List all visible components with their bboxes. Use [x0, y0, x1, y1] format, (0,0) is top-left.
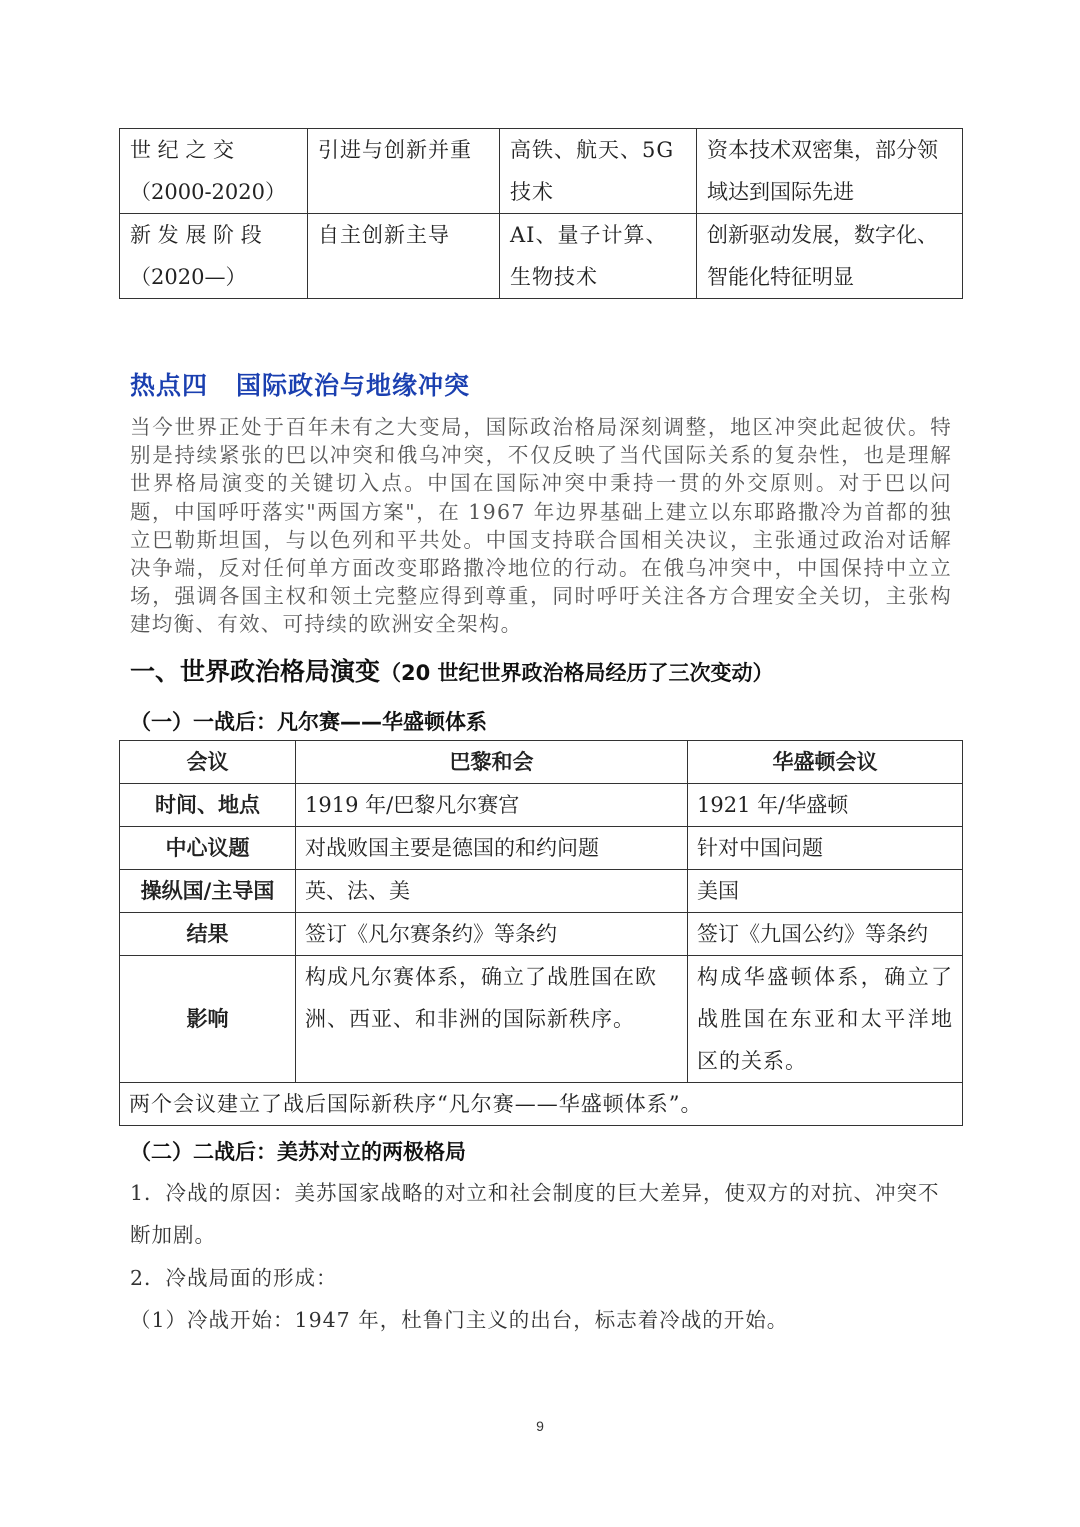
- table-cell: 对战败国主要是德国的和约问题: [296, 827, 688, 870]
- table-footer-row: [120, 1083, 963, 1126]
- table-header-cell: 华盛顿会议: [688, 741, 963, 784]
- table-row: [120, 870, 963, 913]
- subsection-heading-1: （一）一战后：凡尔赛——华盛顿体系: [130, 710, 487, 734]
- section-title: 一、世界政治格局演变: [130, 657, 381, 686]
- table-row: [120, 956, 963, 1083]
- table-cell: AI、量子计算、生物技术: [500, 214, 697, 299]
- table-cell: 资本技术双密集，部分领域达到国际先进: [697, 129, 963, 214]
- table-cell: 1921 年/华盛顿: [688, 784, 963, 827]
- paragraph: （1）冷战开始：1947 年，杜鲁门主义的出台，标志着冷战的开始。: [130, 1308, 789, 1332]
- row-header-cell: 中心议题: [120, 827, 296, 870]
- table-cell: 签订《凡尔赛条约》等条约: [296, 913, 688, 956]
- table-row: [120, 214, 963, 299]
- table-cell: 高铁、航天、5G技术: [500, 129, 697, 214]
- table-header-cell: 巴黎和会: [296, 741, 688, 784]
- table-cell: 创新驱动发展，数字化、智能化特征明显: [697, 214, 963, 299]
- table-cell: 针对中国问题: [688, 827, 963, 870]
- section-heading: [130, 652, 774, 688]
- table-cell: 新 发 展 阶 段（2020—）: [120, 214, 308, 299]
- development-stage-table: [119, 128, 963, 299]
- hotspot-intro: 当今世界正处于百年未有之大变局，国际政治格局深刻调整，地区冲突此起彼伏。特别是持续紧张的巴以冲突和俄乌冲突，不仅反映了当代国际关系的复杂性，也是理解世界格局演变的关键切入点。中国在国际冲突中秉持一贯的外交原则。对于巴以问题，中国呼吁落实"两国方案"，在 1967 年边界基础上建立以东耶路撒冷为首都的独立巴勒斯坦国，与以色列和平共处。中国支持联合国相关决议，主张通过政治对话解决争端，反对任何单方面改变耶路撒冷地位的行动。在俄乌冲突中，中国保持中立立场，强调各国主权和领土完整应得到尊重，同时呼吁关注各方合理安全关切，主张构建均衡、有效、可持续的欧洲安全架构。: [130, 415, 952, 637]
- table-cell: 英、法、美: [296, 870, 688, 913]
- hotspot-label: 热点四: [130, 371, 209, 400]
- table-row: [120, 129, 963, 214]
- table-cell: 自主创新主导: [308, 214, 500, 299]
- row-header-cell: 影响: [120, 956, 296, 1083]
- hotspot-title: 国际政治与地缘冲突: [236, 371, 471, 400]
- table-row: [120, 827, 963, 870]
- table-cell: 引进与创新并重: [308, 129, 500, 214]
- table-cell: 世 纪 之 交（2000-2020）: [120, 129, 308, 214]
- table-cell: 签订《九国公约》等条约: [688, 913, 963, 956]
- table-row: [120, 784, 963, 827]
- row-header-cell: 操纵国/主导国: [120, 870, 296, 913]
- row-header-cell: 结果: [120, 913, 296, 956]
- table-footer-cell: 两个会议建立了战后国际新秩序“凡尔赛——华盛顿体系”。: [120, 1083, 963, 1126]
- table-cell: 构成华盛顿体系，确立了战胜国在东亚和太平洋地区的关系。: [688, 956, 963, 1083]
- page-number: 9: [536, 1418, 544, 1434]
- table-cell: 构成凡尔赛体系，确立了战胜国在欧洲、西亚、和非洲的国际新秩序。: [296, 956, 688, 1083]
- table-row: [120, 913, 963, 956]
- subsection-heading-2: （二）二战后：美苏对立的两极格局: [130, 1140, 466, 1164]
- table-cell: 美国: [688, 870, 963, 913]
- hotspot-heading: [130, 366, 498, 402]
- paragraph: 1．冷战的原因：美苏国家战略的对立和社会制度的巨大差异，使双方的对抗、冲突不断加剧。: [130, 1181, 940, 1247]
- row-header-cell: 时间、地点: [120, 784, 296, 827]
- table-header-cell: 会议: [120, 741, 296, 784]
- paragraph: 2．冷战局面的形成：: [130, 1266, 338, 1290]
- conference-comparison-table: [119, 740, 963, 1126]
- table-header-row: [120, 741, 963, 784]
- section-subtitle: （20 世纪世界政治格局经历了三次变动）: [380, 661, 774, 685]
- table-cell: 1919 年/巴黎凡尔赛宫: [296, 784, 688, 827]
